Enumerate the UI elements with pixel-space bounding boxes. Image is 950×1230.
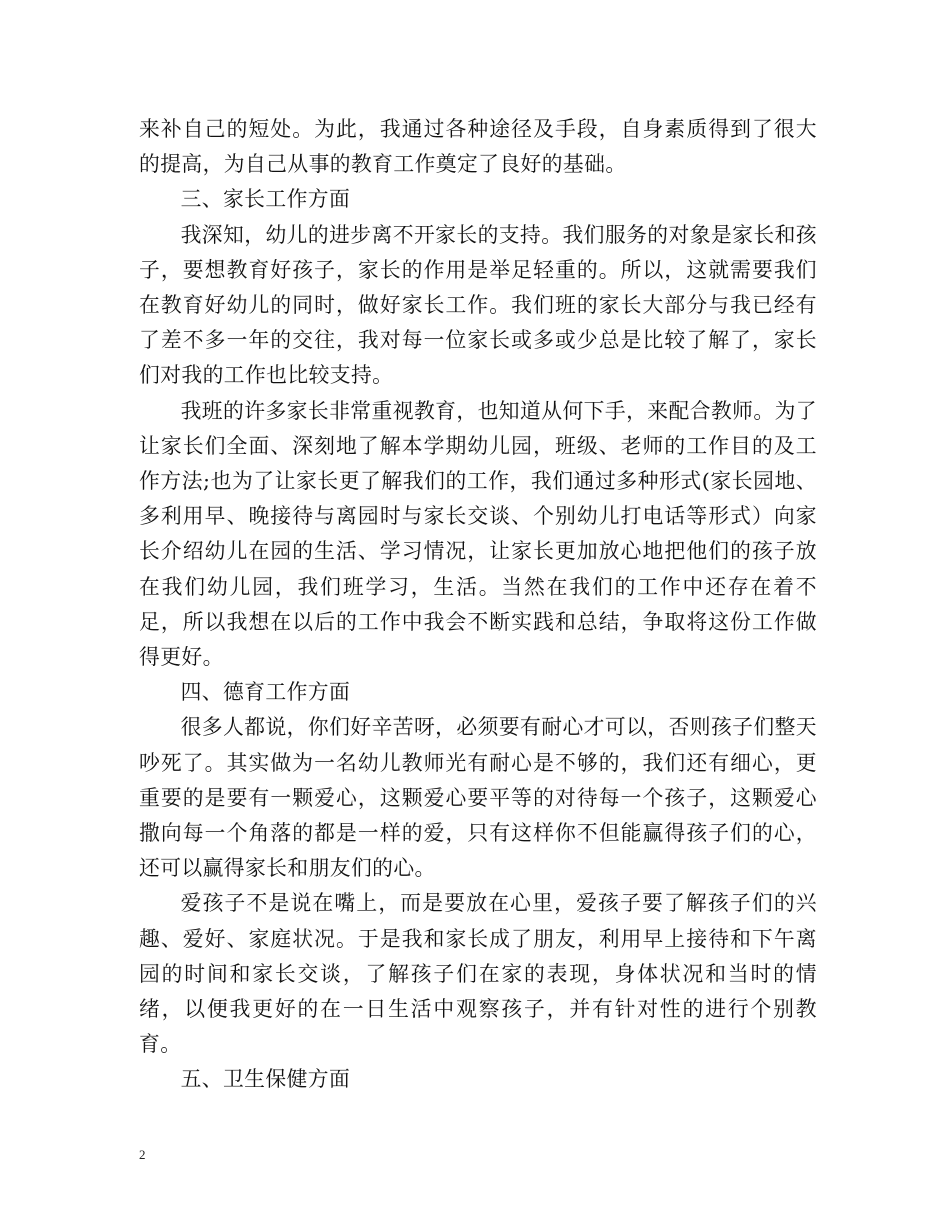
- paragraph-parents-support: 我深知，幼儿的进步离不开家长的支持。我们服务的对象是家长和孩子，要想教育好孩子，家长的作用是举足轻重的。所以，这就需要我们在教育好幼儿的同时，做好家长工作。我们班的家长大部分与我已经有了差不多一年的交往，我对每一位家长或多或少总是比较了解了，家长们对我的工作也比较支持。: [139, 222, 817, 388]
- document-body: [139, 112, 817, 1098]
- section-heading-moral-education: 四、德育工作方面: [180, 680, 351, 705]
- section-heading-parents: 三、家长工作方面: [180, 187, 351, 212]
- page-number: 2: [139, 1147, 146, 1162]
- paragraph-parents-communication: 我班的许多家长非常重视教育，也知道从何下手，来配合教师。为了让家长们全面、深刻地了解本学期幼儿园，班级、老师的工作目的及工作方法;也为了让家长更了解我们的工作，我们通过多种形式(家长园地、多利用早、晚接待与离园时与家长交谈、个别幼儿打电话等形式）向家长介绍幼儿在园的生活、学习情况，让家长更加放心地把他们的孩子放在我们幼儿园，我们班学习，生活。当然在我们的工作中还存在着不足，所以我想在以后的工作中我会不断实践和总结，争取将这份工作做得更好。: [139, 398, 817, 670]
- paragraph-love-children: 爱孩子不是说在嘴上，而是要放在心里，爱孩子要了解孩子们的兴趣、爱好、家庭状况。于是我和家长成了朋友，利用早上接待和下午离园的时间和家长交谈，了解孩子们在家的表现，身体状况和当时的情绪，以便我更好的在一日生活中观察孩子，并有针对性的进行个别教育。: [139, 891, 817, 1057]
- section-heading-health-care: 五、卫生保健方面: [180, 1067, 351, 1092]
- paragraph-patience-love: 很多人都说，你们好辛苦呀，必须要有耐心才可以，否则孩子们整天吵死了。其实做为一名幼儿教师光有耐心是不够的，我们还有细心，更重要的是要有一颗爱心，这颗爱心要平等的对待每一个孩子，这颗爱心撒向每一个角落的都是一样的爱，只有这样你不但能赢得孩子们的心，还可以赢得家长和朋友们的心。: [139, 715, 817, 881]
- paragraph-continuation: 来补自己的短处。为此，我通过各种途径及手段，自身素质得到了很大的提高，为自己从事的教育工作奠定了良好的基础。: [139, 117, 817, 177]
